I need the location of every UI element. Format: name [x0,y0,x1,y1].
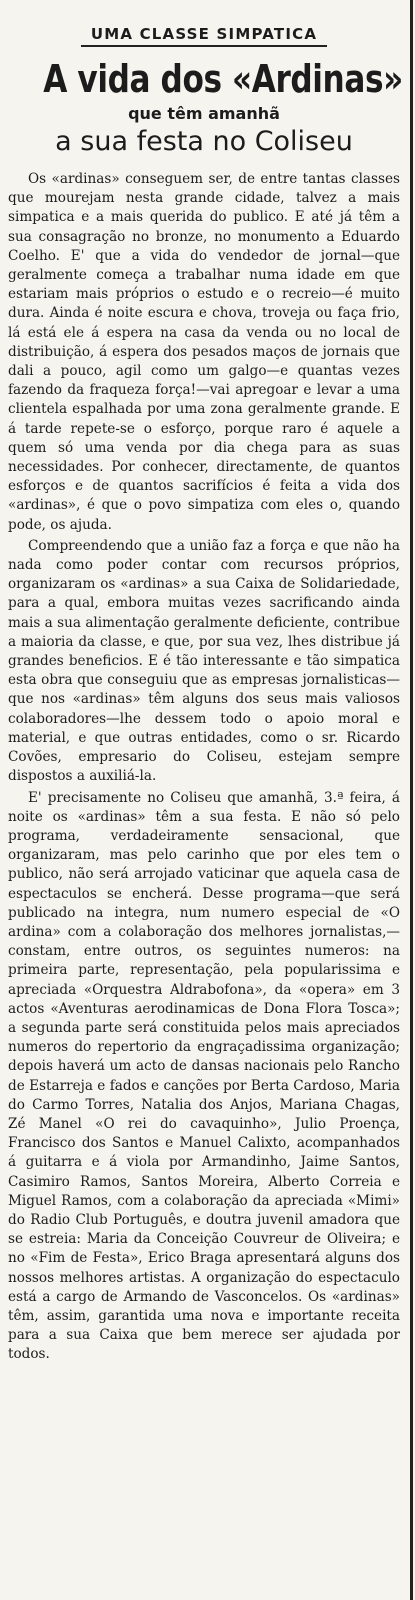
paragraph-1: Os «ardinas» conseguem ser, de entre tantas classes que mourejam nesta grande cidade, talvez a mais simpatica e a mais querida do publico. E até já têm a sua consagração no bronze, no monumento a Eduardo Coelho. E' que a vida do vendedor de jornal—que geralmente começa a trabalhar numa idade em que estariam mais próprios o estudo e o recreio—é muito dura. Ainda é noite escura e chova, troveja ou faça frio, lá está ele á espera na casa da venda ou no local de distribuição, á espera dos pesados maços de jornais que dali a pouco, agil como um galgo—e quantas vezes fazendo da fraqueza força!—vai apregoar e levar a uma clientela espalhada por uma zona geralmente grande. E á tarde repete-se o esforço, porque raro é aquele a quem só uma venda por dia chega para as suas necessidades. Por conhecer, directamente, de quantos esforços e de quantos sacrifícios é feita a vida dos «ardinas», é que o povo simpatiza com eles o, quando pode, os ajuda. [8,171,400,533]
article-body [8,170,400,1365]
subheadline-large: a sua festa no Coliseu [55,126,353,157]
paragraph-2: Compreendendo que a união faz a força e que não ha nada como poder contar com recursos próprios, organizaram os «ardinas» a sua Caixa de Solidariedade, para a qual, embora muitas vezes sacrificando ainda mais a sua alimentação geralmente deficiente, contribue a maioria da classe, e que, por sua vez, lhes distribue já grandes beneficios. E é tão interessante e tão simpatica esta obra que conseguiu que as empresas jornalisticas—que nos «ardinas» têm alguns dos seus mais valiosos colaboradores—lhe dessem todo o apoio moral e material, e que outras entidades, como o sr. Ricardo Covões, empresario do Coliseu, estejam sempre dispostos a auxiliá-la. [8,537,400,785]
headline: A vida dos «Ardinas» [43,57,403,101]
article [8,0,403,1367]
kicker [8,24,400,48]
kicker-text: UMA CLASSE SIMPATICA [81,25,327,47]
column-rule [410,0,413,1600]
subheadline-small: que têm amanhã [128,104,280,123]
paragraph-3: E' precisamente no Coliseu que amanhã, 3.ª feira, á noite os «ardinas» têm a sua festa. E não só pelo programa, verdadeiramente sensacional, que organizaram, mas pelo carinho que por eles tem o publico, não será arrojado vaticinar que aquela casa de espectaculos se encherá. Desse programa—que será publicado na integra, num numero especial de «O ardina» com a colaboração dos melhores jornalistas,—constam, entre outros, os seguintes numeros: na primeira parte, representação, pela popularissima e apreciada «Orquestra Aldrabofona», da «opera» em 3 actos «Aventuras aerodinamicas de Dona Flora Tosca»; a segunda parte será constituida pelos mais apreciados numeros do repertorio da engraçadissima organização; depois haverá um acto de dansas nacionais pelo Rancho de Estarreja e fados e canções por Berta Cardoso, Maria do Carmo Torres, Natalia dos Anjos, Mariana Chagas, Zé Manel «O rei do cavaquinho», Julio Proença, Francisco dos Santos e Manuel Calixto, acompanhados á guitarra e á viola por Armandinho, Jaime Santos, Casimiro Ramos, Santos Moreira, Alberto Correia e Miguel Ramos, com a colaboração da apreciada «Mimi» do Radio Club Português, e doutra juvenil amadora que se estreia: Maria da Conceição Couvreur de Oliveira; e no «Fim de Festa», Erico Braga apresentará alguns dos nossos melhores artistas. A organização do espectaculo está a cargo de Armando de Vasconcelos. Os «ardinas» têm, assim, garantida uma nova e importante receita para a sua Caixa que bem merece ser ajudada por todos. [8,789,400,1363]
